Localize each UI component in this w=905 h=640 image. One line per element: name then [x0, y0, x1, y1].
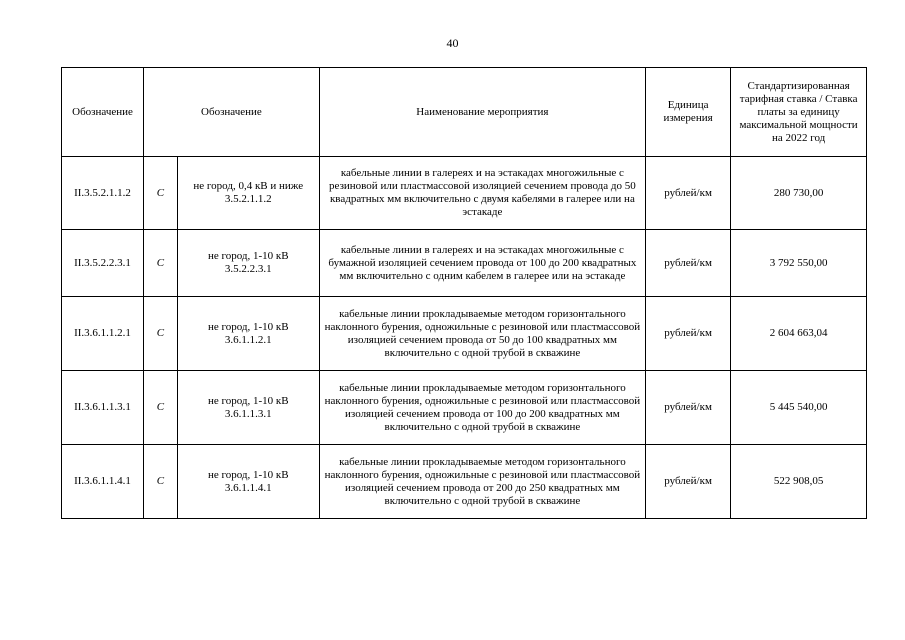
header-unit: Единица измерения	[645, 68, 730, 157]
row-designation-code: 3.6.1.1.3.1	[224, 407, 272, 420]
row-description: кабельные линии в галереях и на эстакадах многожильные с резиновой или пластмассовой изоляцией сечением провода до 50 квадратных мм включительно с двумя кабелями в галерее или на эстакаде	[319, 157, 645, 230]
row-rate: 522 908,05	[731, 445, 867, 519]
row-letter: C	[144, 230, 178, 297]
row-rate: 5 445 540,00	[731, 371, 867, 445]
row-designation	[177, 297, 319, 371]
row-letter: C	[144, 445, 178, 519]
page-number: 40	[446, 36, 459, 50]
row-designation-text: не город, 1-10 кВ	[207, 320, 289, 333]
row-description: кабельные линии в галереях и на эстакадах многожильные с бумажной изоляцией сечением провода от 100 до 200 квадратных мм включительно с одним кабелем в галерее или на эстакаде	[319, 230, 645, 297]
row-designation	[177, 371, 319, 445]
table-row	[62, 157, 867, 230]
row-designation-text: не город, 1-10 кВ	[207, 394, 289, 407]
row-designation-text: не город, 1-10 кВ	[207, 468, 289, 481]
row-designation-code: 3.6.1.1.4.1	[224, 481, 272, 494]
row-letter: C	[144, 371, 178, 445]
header-code: Обозначение	[62, 68, 144, 157]
row-designation-code: 3.6.1.1.2.1	[224, 333, 272, 346]
table-row	[62, 371, 867, 445]
row-letter: C	[144, 157, 178, 230]
row-designation-text: не город, 0,4 кВ и ниже	[193, 180, 304, 192]
table-row	[62, 297, 867, 371]
row-code: II.3.6.1.1.4.1	[62, 445, 144, 519]
row-code: II.3.5.2.1.1.2	[62, 157, 144, 230]
row-unit: рублей/км	[645, 371, 730, 445]
row-letter: C	[144, 297, 178, 371]
header-event-name: Наименование мероприятия	[319, 68, 645, 157]
table-row	[62, 445, 867, 519]
row-unit: рублей/км	[645, 297, 730, 371]
row-description: кабельные линии прокладываемые методом горизонтального наклонного бурения, одножильные с резиновой или пластмассовой изоляцией сечением провода от 100 до 200 квадратных мм включительно с одной трубой в скважине	[319, 371, 645, 445]
row-designation	[177, 157, 319, 230]
row-designation	[177, 230, 319, 297]
row-unit: рублей/км	[645, 445, 730, 519]
table-header-row	[62, 68, 867, 157]
row-unit: рублей/км	[645, 230, 730, 297]
row-rate: 280 730,00	[731, 157, 867, 230]
row-code: II.3.6.1.1.3.1	[62, 371, 144, 445]
row-description: кабельные линии прокладываемые методом горизонтального наклонного бурения, одножильные с резиновой или пластмассовой изоляцией сечением провода от 200 до 250 квадратных мм включительно с одной трубой в скважине	[319, 445, 645, 519]
row-designation-code: 3.5.2.2.3.1	[224, 263, 272, 275]
table-row	[62, 230, 867, 297]
row-designation-text: не город, 1-10 кВ	[207, 250, 289, 262]
row-description: кабельные линии прокладываемые методом горизонтального наклонного бурения, одножильные с резиновой или пластмассовой изоляцией сечением провода от 50 до 100 квадратных мм включительно с одной трубой в скважине	[319, 297, 645, 371]
tariff-table	[61, 67, 867, 519]
row-rate: 3 792 550,00	[731, 230, 867, 297]
row-code: II.3.6.1.1.2.1	[62, 297, 144, 371]
row-rate: 2 604 663,04	[731, 297, 867, 371]
row-designation-code: 3.5.2.1.1.2	[224, 193, 272, 205]
row-unit: рублей/км	[645, 157, 730, 230]
header-designation: Обозначение	[144, 68, 320, 157]
row-code: II.3.5.2.2.3.1	[62, 230, 144, 297]
row-designation	[177, 445, 319, 519]
header-rate: Стандартизированная тарифная ставка / Ставка платы за единицу максимальной мощности на 2022 год	[731, 68, 867, 157]
